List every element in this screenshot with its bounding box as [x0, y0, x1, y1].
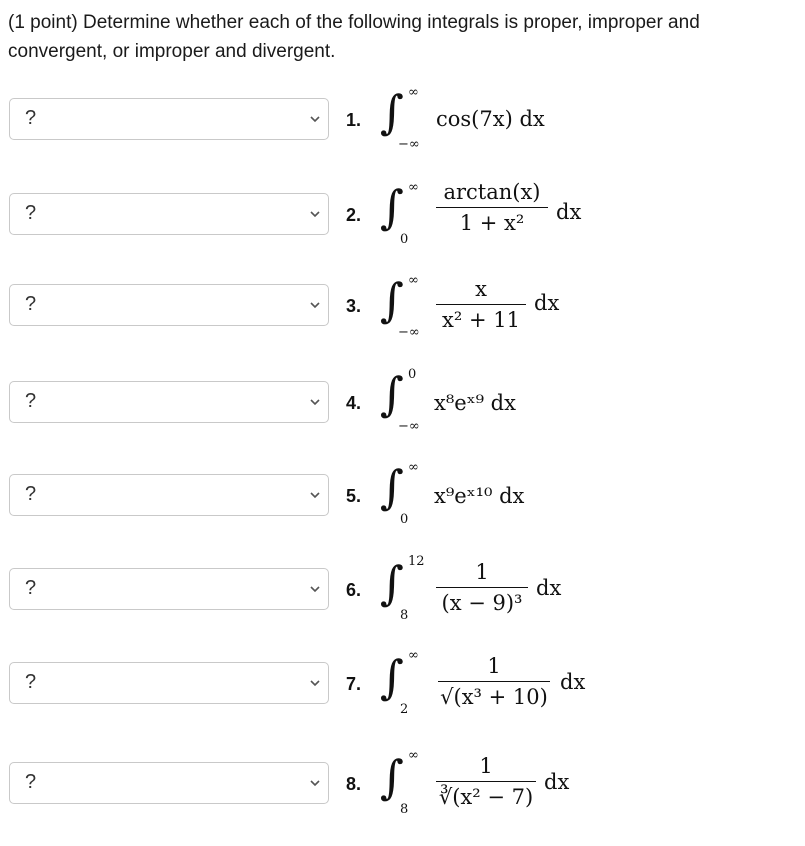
item-number: 5. [346, 486, 362, 506]
fraction [436, 754, 536, 809]
answer-select[interactable] [9, 568, 329, 610]
item-number: 6. [346, 580, 362, 600]
fraction [436, 180, 548, 235]
upper-limit: ∞ [408, 85, 419, 100]
fraction [436, 277, 526, 332]
integral-row [0, 263, 805, 353]
integral-row [0, 170, 805, 260]
select-value: ? [25, 202, 37, 224]
fraction-bar [436, 781, 536, 782]
integral-row [0, 546, 805, 636]
denominator: x² + 11 [442, 308, 520, 332]
denominator: (x − 9)³ [441, 591, 523, 615]
numerator: 1 [475, 560, 489, 584]
chevron-down-icon [308, 207, 322, 221]
item-number: 2. [346, 205, 362, 225]
fraction-bar [436, 587, 528, 588]
integral-sign: ∫ [380, 273, 404, 327]
numerator: 1 [487, 654, 501, 678]
integral-sign: ∫ [380, 367, 404, 421]
integral-row [0, 357, 805, 447]
fraction [436, 560, 528, 615]
differential: dx [556, 200, 582, 224]
answer-select[interactable] [9, 381, 329, 423]
numerator: 1 [479, 754, 493, 778]
chevron-down-icon [308, 112, 322, 126]
select-value: ? [25, 671, 37, 693]
chevron-down-icon [308, 395, 322, 409]
upper-limit: 12 [408, 554, 425, 569]
select-value: ? [25, 107, 37, 129]
integral-row [0, 452, 805, 542]
integrand: x⁹eˣ¹⁰ dx [434, 484, 525, 508]
item-number: 3. [346, 296, 362, 316]
numerator: arctan(x) [443, 180, 541, 204]
fraction-bar [438, 681, 550, 682]
answer-select[interactable] [9, 474, 329, 516]
differential: dx [544, 770, 570, 794]
upper-limit: ∞ [408, 748, 419, 763]
answer-select[interactable] [9, 662, 329, 704]
differential: dx [534, 291, 560, 315]
chevron-down-icon [308, 488, 322, 502]
integral-sign: ∫ [380, 556, 404, 610]
fraction-bar [436, 207, 548, 208]
lower-limit: −∞ [398, 137, 420, 152]
lower-limit: 0 [400, 232, 409, 247]
answer-select[interactable] [9, 98, 329, 140]
numerator: x [475, 277, 487, 301]
upper-limit: 0 [408, 367, 417, 382]
fraction [438, 654, 550, 709]
lower-limit: 0 [400, 512, 409, 527]
item-number: 7. [346, 674, 362, 694]
integral-sign: ∫ [380, 85, 404, 139]
lower-limit: −∞ [398, 325, 420, 340]
denominator: √(x³ + 10) [440, 685, 548, 709]
select-value: ? [25, 390, 37, 412]
select-value: ? [25, 771, 37, 793]
chevron-down-icon [308, 298, 322, 312]
differential: dx [536, 576, 562, 600]
integrand: cos(7x) dx [436, 107, 545, 131]
select-value: ? [25, 293, 37, 315]
upper-limit: ∞ [408, 648, 419, 663]
integral-row [0, 740, 805, 830]
chevron-down-icon [308, 676, 322, 690]
integral-row [0, 75, 805, 165]
lower-limit: 8 [400, 802, 409, 817]
chevron-down-icon [308, 776, 322, 790]
integral-sign: ∫ [380, 750, 404, 804]
answer-select[interactable] [9, 284, 329, 326]
answer-select[interactable] [9, 762, 329, 804]
select-value: ? [25, 483, 37, 505]
answer-select[interactable] [9, 193, 329, 235]
chevron-down-icon [308, 582, 322, 596]
differential: dx [560, 670, 586, 694]
upper-limit: ∞ [408, 180, 419, 195]
item-number: 8. [346, 774, 362, 794]
item-number: 1. [346, 110, 362, 130]
fraction-bar [436, 304, 526, 305]
item-number: 4. [346, 393, 362, 413]
integral-sign: ∫ [380, 650, 404, 704]
lower-limit: −∞ [398, 419, 420, 434]
problem-prompt: (1 point) Determine whether each of the following integrals is proper, improper and convergent, or improper and divergent. [8, 12, 700, 62]
select-value: ? [25, 577, 37, 599]
upper-limit: ∞ [408, 273, 419, 288]
denominator: 1 + x² [459, 211, 525, 235]
lower-limit: 2 [400, 702, 409, 717]
integral-row [0, 640, 805, 730]
denominator: ∛(x² − 7) [438, 785, 534, 809]
integral-sign: ∫ [380, 180, 404, 234]
integral-sign: ∫ [380, 460, 404, 514]
integrand: x⁸eˣ⁹ dx [434, 391, 516, 415]
upper-limit: ∞ [408, 460, 419, 475]
lower-limit: 8 [400, 608, 409, 623]
